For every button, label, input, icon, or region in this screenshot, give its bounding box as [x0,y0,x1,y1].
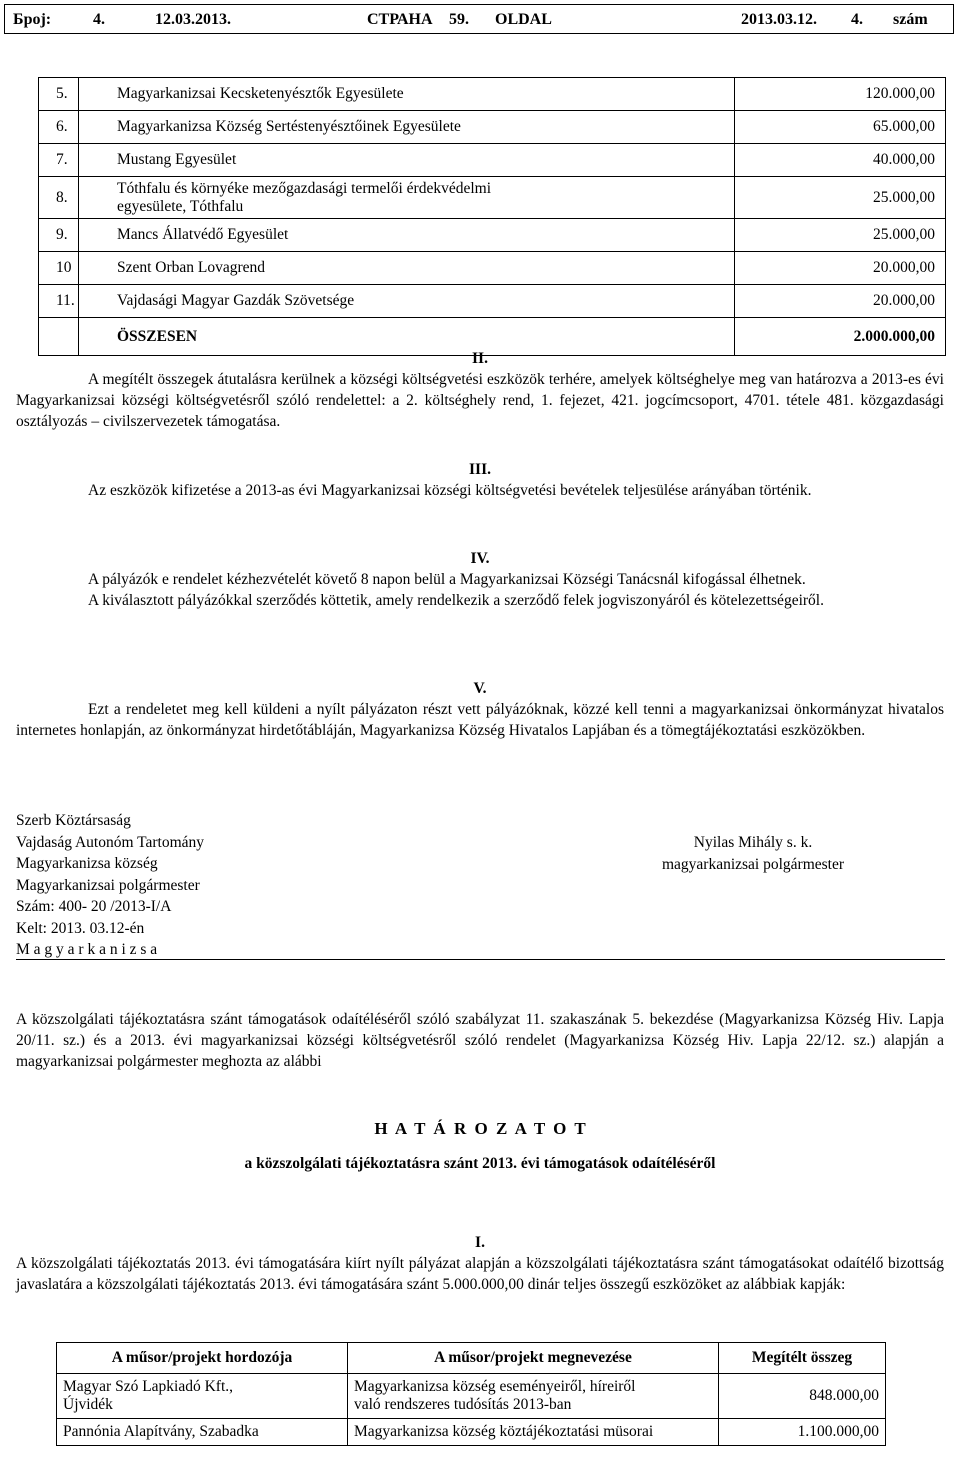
sig-line: Magyarkanizsa község [16,855,158,872]
section-2 [16,348,944,432]
organization-name-line: Mancs Állatvédő Egyesület [117,226,289,243]
amount: 25.000,00 [735,177,946,219]
project-cell [348,1374,719,1419]
holder-cell: Pannónia Alapítvány, Szabadka [57,1419,348,1446]
row-number: 5. [39,78,79,111]
organization-name-line: Magyarkanizsai Kecsketenyésztők Egyesülete [117,85,404,102]
section-5 [16,678,944,741]
alloc-row [39,111,946,144]
alloc-row [39,219,946,252]
section-4-text-2: A kiválasztott pályázókkal szerződés köttetik, amely rendelkezik a szerződő felek jogviszonyáról és kötelezettségeiről. [88,592,824,609]
section-3 [16,459,944,501]
alloc-row [39,78,946,111]
col-header-project: A műsor/projekt megnevezése [348,1343,719,1374]
awards-table [56,1342,886,1446]
holder-cell [57,1374,348,1419]
organization-name [79,177,735,219]
header-oldal: OLDAL [495,11,552,28]
amount: 25.000,00 [735,219,946,252]
table-row [57,1374,886,1419]
row-number: 6. [39,111,79,144]
sig-line: Magyarkanizsai polgármester [16,876,200,894]
row-number: 9. [39,219,79,252]
organization-name [79,78,735,111]
row-number: 8. [39,177,79,219]
allocation-table [38,77,946,356]
header-page-number: 59. [449,11,469,28]
sig-line: M a g y a r k a n i z s a [16,941,158,958]
amount: 65.000,00 [735,111,946,144]
decision-subtitle: a közszolgálati tájékoztatásra szánt 2013. évi támogatások odaítéléséről [244,1155,716,1172]
alloc-row [39,252,946,285]
section-2-text: A megítélt összegek átutalásra kerülnek a községi költségvetési eszközök terhére, amelyek költséghelye meg van határozva a 2013-es évi Magyarkanizsai községi költségvetésről szóló rendelettel: a 2. költséghely rend, 1. fejezet, 421. jogcímcsoport, 4701. tétele 481. közgazdasági osztályozás – civilszervezetek támogatása. [16,371,944,430]
section-2-heading: II. [472,350,488,367]
project-line: Magyarkanizsa község eseményeiről, híreiről [354,1378,636,1395]
row-number: 7. [39,144,79,177]
total-label: ÖSSZESEN [79,318,735,356]
header-issue-number: 4. [93,11,105,28]
signatory-name: Nyilas Mihály s. k. [693,834,813,851]
col-header-holder: A műsor/projekt hordozója [57,1343,348,1374]
section-4-heading: IV. [470,550,490,567]
amount: 40.000,00 [735,144,946,177]
col-header-amount: Megítélt összeg [719,1343,886,1374]
intro-text: A közszolgálati tájékoztatásra szánt támogatások odaítéléséről szóló szabályzat 11. szakaszának 5. bekezdése (Magyarkanizsa Község Hiv. Lapja 20/11. sz.) és a 2013. évi magyarkanizsai községi költségvetésről szóló rendelet (Magyarkanizsa Község Hiv. Lapja 22/12. sz.) alapján a magyarkanizsai polgármester meghozta az alábbi [16,1011,944,1070]
sig-line: Vajdaság Autonóm Tartomány [16,833,205,851]
holder-line: Újvidék [63,1396,113,1413]
header-date: 12.03.2013. [155,11,231,28]
total-amount: 2.000.000,00 [735,318,946,356]
amount-cell: 848.000,00 [719,1374,886,1419]
signature-left [16,810,204,961]
project-line: való rendszeres tudósítás 2013-ban [354,1396,572,1413]
holder-line: Magyar Szó Lapkiadó Kft., [63,1378,234,1395]
alloc-row [39,177,946,219]
decision-title: H A T Á R O Z A T O T [374,1119,586,1138]
part-1 [16,1232,944,1295]
section-4-text-1: A pályázók e rendelet kézhezvételét követő 8 napon belül a Magyarkanizsai Községi Tanácsnál kifogással élhetnek. [88,571,806,588]
organization-name [79,219,735,252]
amount-cell: 1.100.000,00 [719,1419,886,1446]
sig-line: Szám: 400- 20 /2013-I/A [16,898,172,915]
alloc-row [39,144,946,177]
page-header [4,4,954,34]
organization-name [79,252,735,285]
section-4 [16,548,944,611]
row-number: 11. [39,285,79,318]
divider [16,959,945,960]
table-row [57,1419,886,1446]
section-3-text: Az eszközök kifizetése a 2013-as évi Magyarkanizsai községi költségvetési bevételek teljesülése arányában történik. [88,482,812,499]
row-number: 10 [39,252,79,285]
organization-name-line: egyesülete, Tóthfalu [117,197,244,215]
project-cell: Magyarkanizsa község köztájékoztatási müsorai [348,1419,719,1446]
header-strana: СТРАНА [367,11,433,28]
section-5-text: Ezt a rendeletet meg kell küldeni a nyílt pályázaton részt vett pályázóknak, közzé kell tenni a magyarkanizsai önkormányzat hivatalos internetes honlapján, az önkormányzat hirdetőtábláján, Magyarkanizsa Község Hivatalos Lapjában és a tömegtájékoztatási eszközökben. [16,701,944,739]
sig-line: Kelt: 2013. 03.12-én [16,919,145,937]
header-issue-number-hu: 4. [851,11,863,28]
organization-name-line: Tóthfalu és környéke mezőgazdasági termelői érdekvédelmi [117,179,491,197]
amount: 20.000,00 [735,252,946,285]
part-1-heading: I. [475,1234,485,1251]
header-broj: Број: [13,11,52,28]
section-5-heading: V. [473,680,487,697]
part-1-text: A közszolgálati tájékoztatás 2013. évi támogatására kiírt nyílt pályázat alapján a közszolgálati tájékoztatásra szánt támogatásokat odaítélő bizottság javaslatára a közszolgálati tájékoztatás 2013. évi támogatására szánt 5.000.000,00 dinár teljes összegű eszközöket az alábbiak kapják: [16,1255,944,1293]
organization-name [79,285,735,318]
header-szam: szám [893,11,928,28]
amount: 120.000,00 [735,78,946,111]
organization-name-line: Mustang Egyesület [117,151,237,168]
organization-name [79,111,735,144]
organization-name [79,144,735,177]
organization-name-line: Magyarkanizsa Község Sertéstenyésztőinek Egyesülete [117,118,461,135]
amount: 20.000,00 [735,285,946,318]
alloc-row [39,285,946,318]
organization-name-line: Vajdasági Magyar Gazdák Szövetsége [117,292,355,309]
signatory-title: magyarkanizsai polgármester [661,855,845,873]
signature-right [640,832,866,875]
header-date-hu: 2013.03.12. [741,11,817,28]
organization-name-line: Szent Orban Lovagrend [117,259,266,276]
section-3-heading: III. [469,461,491,478]
sig-line: Szerb Köztársaság [16,812,131,829]
